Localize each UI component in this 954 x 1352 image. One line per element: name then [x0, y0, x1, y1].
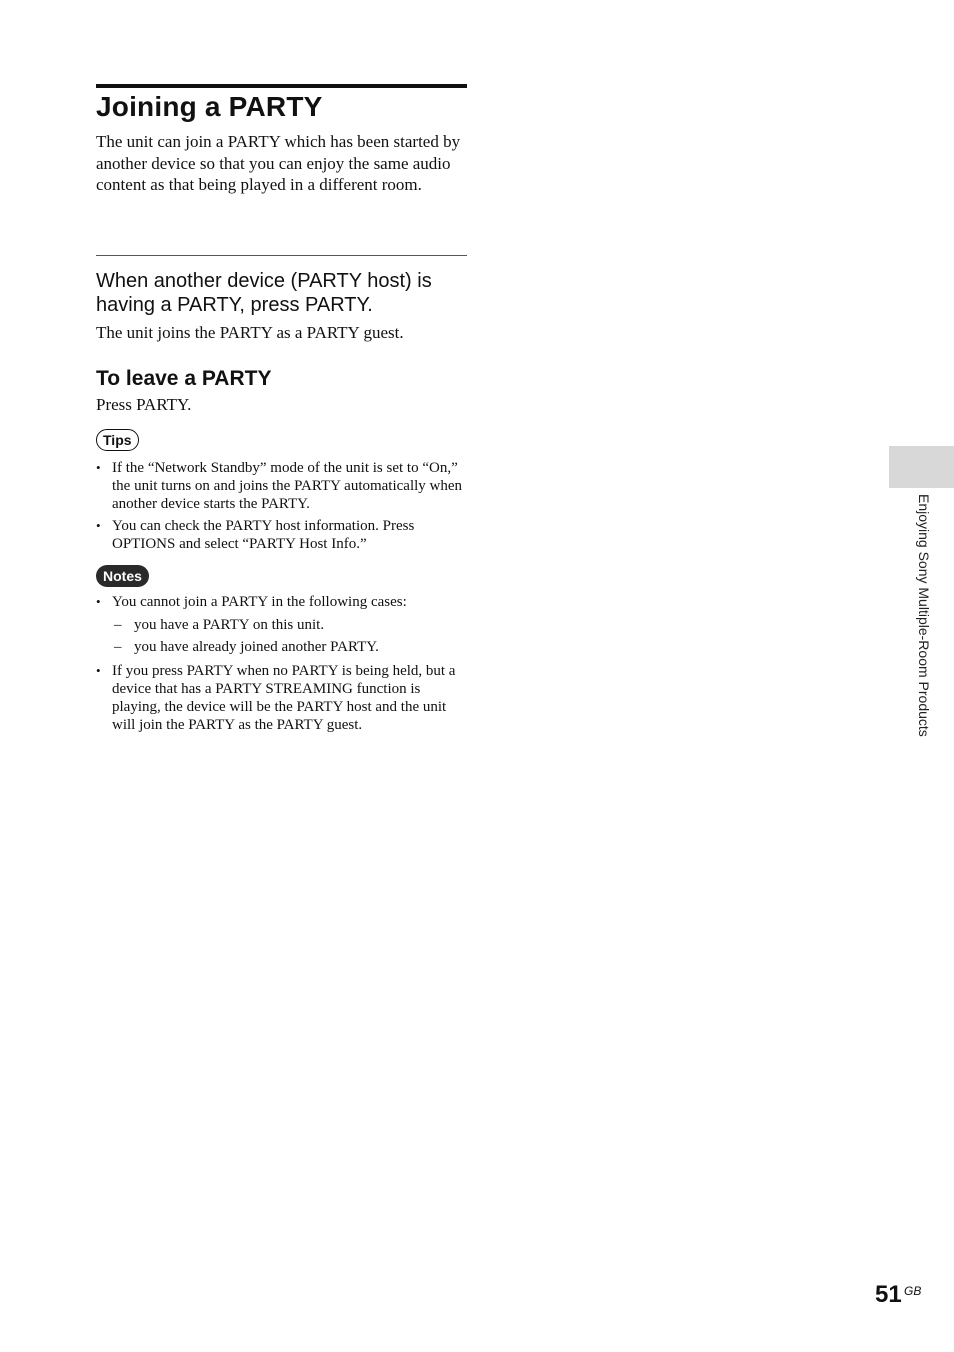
intro-paragraph: The unit can join a PARTY which has been started by another device so that you can enjoy the same audio content as that being played in a different room. — [96, 132, 461, 195]
bullet-icon: • — [96, 460, 101, 475]
sub-list — [112, 614, 467, 658]
list-item — [96, 459, 467, 513]
dash-icon: – — [114, 617, 122, 633]
list-item — [96, 593, 467, 658]
section-divider — [96, 255, 467, 256]
tip-text: If the “Network Standby” mode of the unit is set to “On,” the unit turns on and joins the PARTY automatically when another device starts the PARTY. — [112, 460, 463, 512]
page-region-suffix: GB — [904, 1284, 922, 1298]
section-tab — [889, 446, 954, 488]
list-item — [96, 517, 467, 553]
section-tab-label: Enjoying Sony Multiple-Room Products — [916, 494, 932, 737]
sub-list-item — [112, 636, 467, 658]
note-text: If you press PARTY when no PARTY is being held, but a device that has a PARTY STREAMING function is playing, the device will be the PARTY host and the unit will join the PARTY as the PARTY guest. — [112, 663, 456, 733]
sub-item-text: you have a PARTY on this unit. — [134, 617, 325, 633]
page-title: Joining a PARTY — [96, 91, 323, 122]
sub-list-item — [112, 614, 467, 636]
page-number: 51 — [875, 1281, 902, 1308]
note-text: You cannot join a PARTY in the following cases: — [112, 594, 407, 610]
list-item — [96, 662, 467, 734]
step-heading: When another device (PARTY host) is having a PARTY, press PARTY. — [96, 270, 432, 316]
leave-heading: To leave a PARTY — [96, 367, 272, 390]
bullet-icon: • — [96, 663, 101, 678]
bullet-icon: • — [96, 594, 101, 609]
tips-badge: Tips — [96, 429, 139, 451]
notes-list — [96, 593, 467, 738]
leave-instruction: Press PARTY. — [96, 395, 192, 414]
step-result: The unit joins the PARTY as a PARTY guest. — [96, 323, 404, 342]
tip-text: You can check the PARTY host information. Press OPTIONS and select “PARTY Host Info.” — [112, 518, 415, 552]
tips-list — [96, 459, 467, 557]
dash-icon: – — [114, 639, 122, 655]
notes-badge: Notes — [96, 565, 149, 587]
sub-item-text: you have already joined another PARTY. — [134, 639, 379, 655]
bullet-icon: • — [96, 518, 101, 533]
